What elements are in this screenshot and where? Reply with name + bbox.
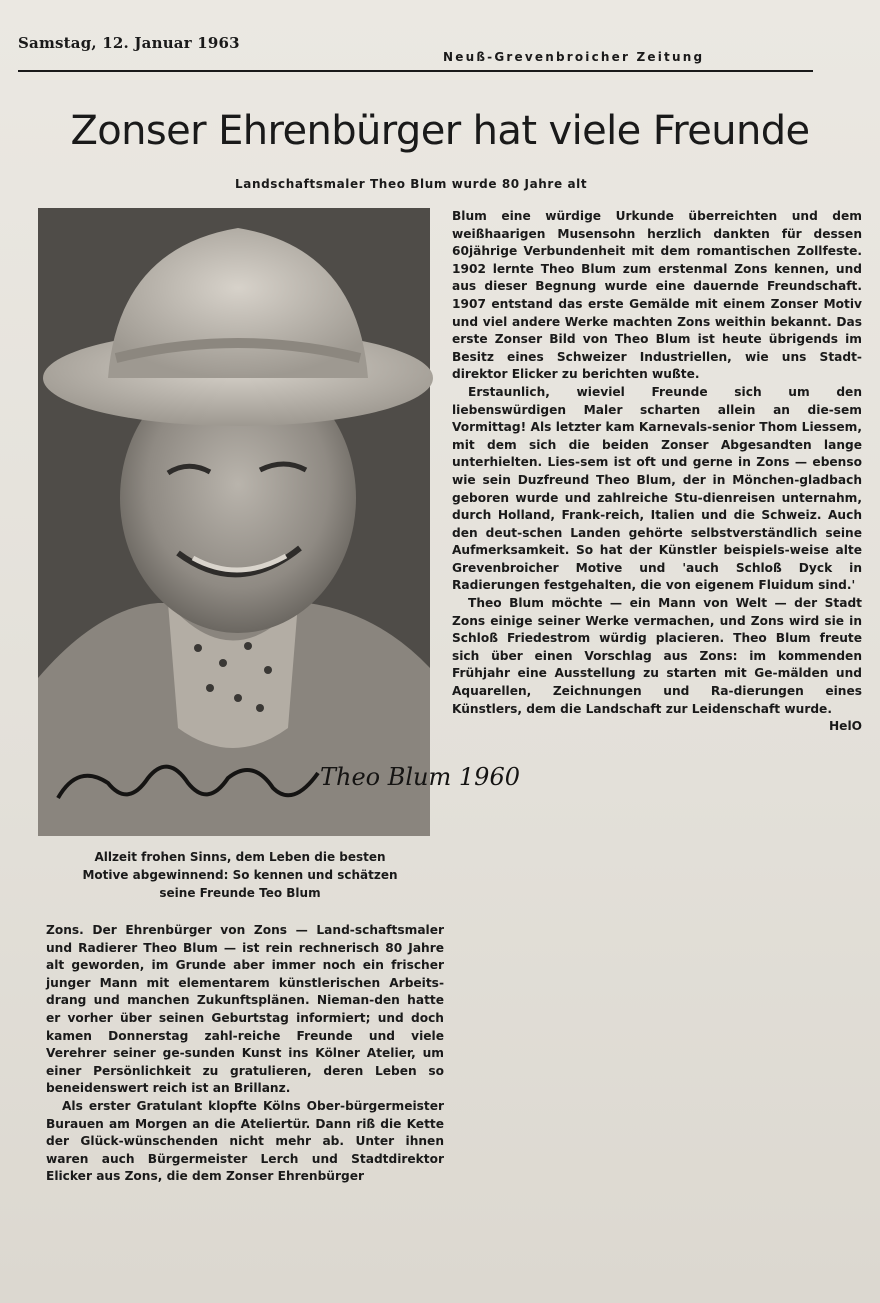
article-subheadline: Landschaftsmaler Theo Blum wurde 80 Jahre alt <box>235 177 588 191</box>
paragraph: Zons. Der Ehrenbürger von Zons — Land-schaftsmaler und Radierer Theo Blum — ist rein rechnerisch 80 Jahre alt geworden, im Grunde aber immer noch ein frischer junger Mann mit elementarem künstlerischen Arbeits-drang und manchen Zukunftsplänen. Nieman-den hatte er vorher über seinen Geburtstag informiert; und doch kamen Donnerstag zahl-reiche Freunde und viele Verehrer seiner ge-sunden Kunst ins Kölner Atelier, um einer Persönlichkeit zu gratulieren, deren Leben so beneidenswert reich ist an Brillanz. <box>46 923 444 1096</box>
paragraph: Blum eine würdige Urkunde überreichten und dem weißhaarigen Musensohn herzlich dankten für dessen 60jährige Verbundenheit mit dem romantischen Zollfeste. 1902 lernte Theo Blum zum erstenmal Zons kennen, und aus dieser Begnung wurde eine dauernde Freundschaft. 1907 entstand das erste Gemälde mit einem Zonser Motiv und viel andere Werke machten Zons weithin bekannt. Das erste Zonser Bild von Theo Blum ist heute übrigends im Besitz eines Schweizer Industriellen, wie uns Stadt-direktor Elicker zu berichten wußte. <box>452 209 862 382</box>
caption-line: Motive abgewinnend: So kennen und schätzen <box>82 868 398 882</box>
photo-signature: Theo Blum 1960 <box>320 763 520 791</box>
header-rule <box>18 70 813 72</box>
paragraph: Theo Blum möchte — ein Mann von Welt — der Stadt Zons einige seiner Werke vermachen, und Zons wird sie in Schloß Friedestrom würdig placieren. Theo Blum freute sich über einen Vorschlag aus Zons: im kommenden Frühjahr eine Ausstellung zu starten mit Ge-mälden und Aquarellen, Zeichnungen und Ra-dierungen eines Künstlers, dem die Landschaft zur Leidenschaft wurde. <box>452 596 862 716</box>
paragraph: Erstaunlich, wieviel Freunde sich um den liebenswürdigen Maler scharten allein an die-sem Vormittag! Als letzter kam Karnevals-senior Thom Liessem, mit dem sich die beiden Zonser Abgesandten lange unterhielten. Lies-sem ist oft und gerne in Zons — ebenso wie sein Duzfreund Theo Blum, der in Mönchen-gladbach geboren wurde und zahlreiche Stu-dienreisen unternahm, durch Holland, Frank-reich, Italien und die Schweiz. Auch den deut-schen Landen gehörte selbstverständlich seine Aufmerksamkeit. So hat der Künstler beispiels-weise alte Grevenbroicher Motive und 'auch Schloß Dyck in Radierungen festgehalten, die von eigenem Fluidum sind.' <box>452 384 862 593</box>
issue-date: Samstag, 12. Januar 1963 <box>18 34 240 52</box>
article-column-left <box>46 922 444 1186</box>
caption-line: seine Freunde Teo Blum <box>159 886 321 900</box>
author-signoff: HelO <box>828 719 862 734</box>
article-headline: Zonser Ehrenbürger hat viele Freunde <box>70 108 810 154</box>
portrait-illustration <box>38 208 520 836</box>
paragraph: Als erster Gratulant klopfte Kölns Ober-bürgermeister Burauen am Morgen an die Ateliertür. Dann riß die Kette der Glück-wünschenden nicht mehr ab. Unter ihnen waren auch Bürgermeister Lerch und Stadtdirektor Elicker aus Zons, die dem Zonser Ehrenbürger <box>46 1098 444 1184</box>
photo-caption <box>40 848 440 902</box>
article-column-right <box>452 208 862 736</box>
portrait-photo <box>38 208 520 836</box>
newspaper-name: Neuß-Grevenbroicher Zeitung <box>443 50 705 64</box>
caption-line: Allzeit frohen Sinns, dem Leben die besten <box>94 850 386 864</box>
